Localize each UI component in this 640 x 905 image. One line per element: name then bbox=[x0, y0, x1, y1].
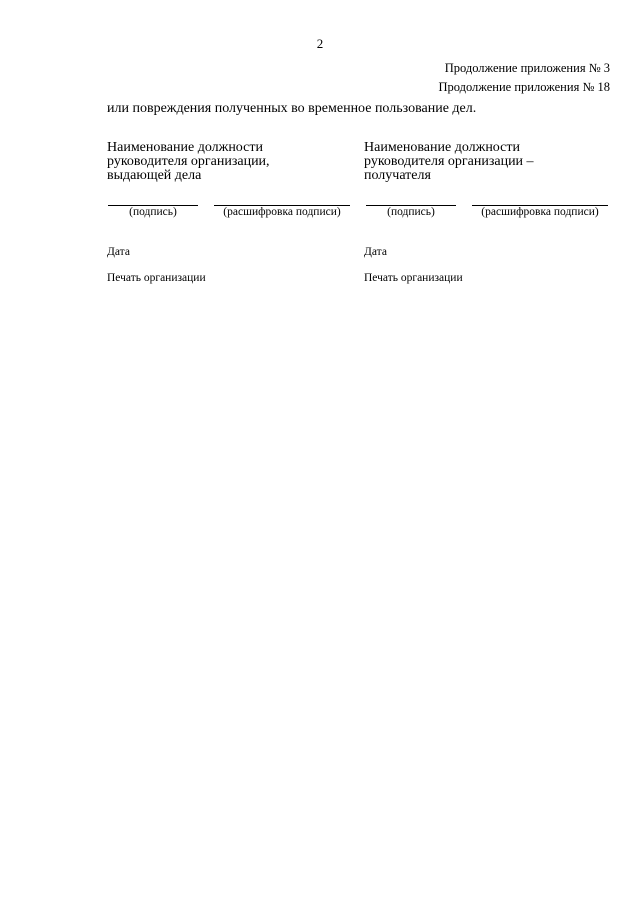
recipient-position-line: получателя bbox=[364, 168, 431, 183]
issuer-decryption-caption: (расшифровка подписи) bbox=[223, 206, 341, 218]
recipient-signature-caption: (подпись) bbox=[387, 206, 435, 218]
issuer-position-line: руководителя организации, bbox=[107, 154, 270, 169]
recipient-position-block bbox=[364, 141, 534, 183]
recipient-position-line: Наименование должности bbox=[364, 140, 520, 155]
appendix-continuation-3: Продолжение приложения № 3 bbox=[444, 61, 610, 75]
issuer-signature-caption: (подпись) bbox=[129, 206, 177, 218]
issuer-date-label: Дата bbox=[107, 246, 130, 258]
recipient-decryption-caption: (расшифровка подписи) bbox=[481, 206, 599, 218]
issuer-stamp-label: Печать организации bbox=[107, 272, 206, 284]
issuer-position-line: выдающей дела bbox=[107, 168, 202, 183]
recipient-stamp-label: Печать организации bbox=[364, 272, 463, 284]
page-number: 2 bbox=[316, 36, 324, 51]
continued-paragraph: или повреждения полученных во временное пользование дел. bbox=[107, 101, 477, 116]
issuer-position-block bbox=[107, 141, 270, 183]
recipient-date-label: Дата bbox=[364, 246, 387, 258]
recipient-position-line: руководителя организации – bbox=[364, 154, 534, 169]
issuer-position-line: Наименование должности bbox=[107, 140, 263, 155]
appendix-continuation-18: Продолжение приложения № 18 bbox=[438, 80, 610, 94]
